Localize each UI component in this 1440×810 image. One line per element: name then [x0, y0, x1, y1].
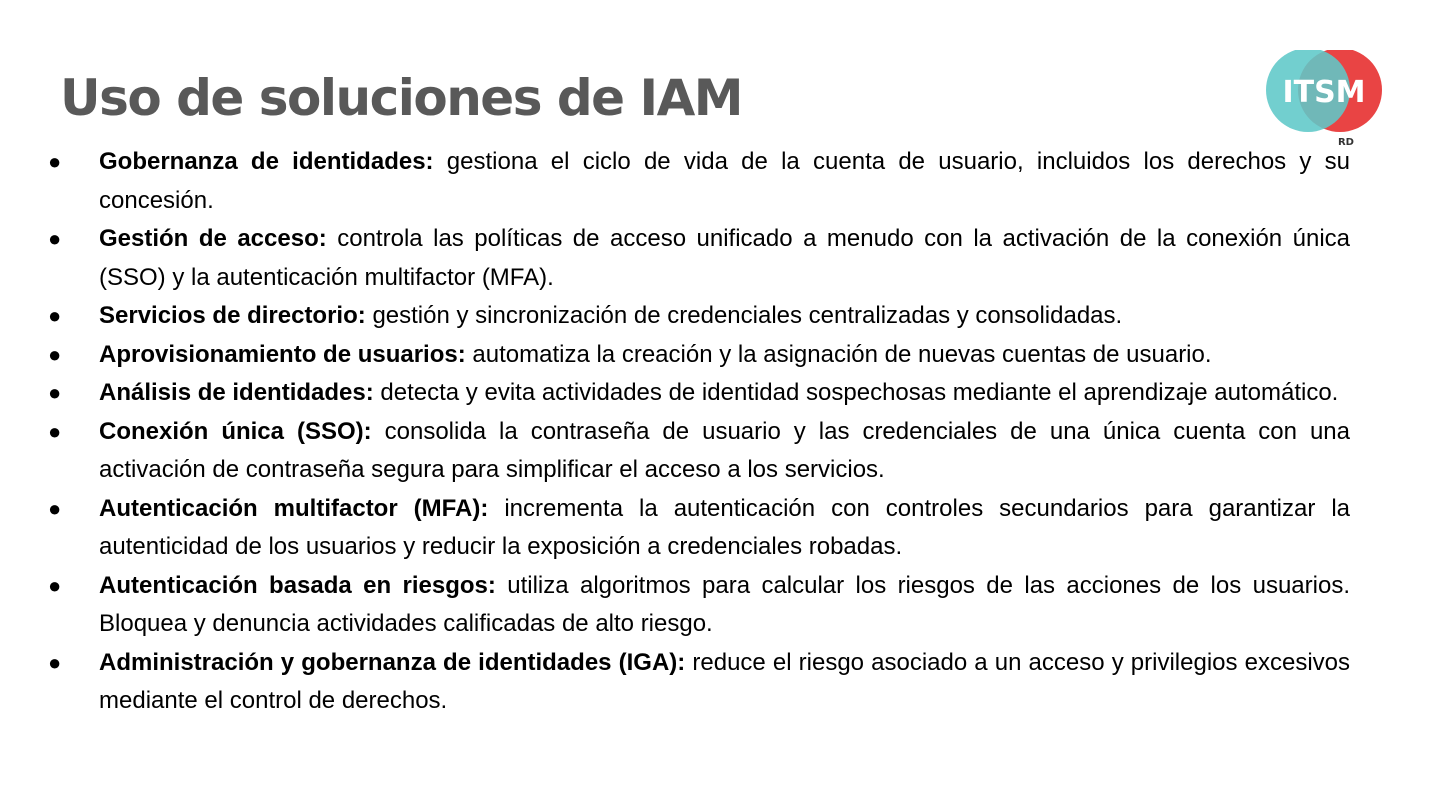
- list-item-text: consolida la contraseña de usuario y las credenciales de una única cuenta con una activación de contraseña segura para simplificar el acceso a los servicios.: [99, 417, 1350, 483]
- logo-text: ITSM: [1282, 75, 1366, 110]
- logo-subtext: RD: [1337, 137, 1355, 148]
- list-item: [48, 297, 1350, 336]
- list-item: [48, 567, 1350, 644]
- bullet-dot-icon: ●: [48, 341, 62, 367]
- list-item-text: automatiza la creación y la asignación de nuevas cuentas de usuario.: [472, 340, 1212, 368]
- list-item-term: Administración y gobernanza de identidades (IGA):: [99, 648, 686, 676]
- list-item: [48, 143, 1350, 220]
- list-item-text: gestión y sincronización de credenciales centralizadas y consolidadas.: [372, 302, 1123, 329]
- bullet-dot-icon: ●: [48, 380, 62, 405]
- list-item-term: Servicios de directorio:: [99, 302, 366, 329]
- list-item-term: Conexión única (SSO):: [99, 417, 372, 445]
- iam-solutions-list: [48, 143, 1350, 721]
- list-item: [48, 374, 1350, 413]
- bullet-dot-icon: ●: [48, 572, 62, 598]
- list-item-text: reduce el riesgo asociado a un acceso y privilegios excesivos mediante el control de derechos.: [99, 648, 1350, 714]
- list-item: [48, 220, 1350, 297]
- list-item-term: Aprovisionamiento de usuarios:: [99, 340, 466, 368]
- bullet-dot-icon: ●: [48, 495, 62, 521]
- list-item: [48, 413, 1350, 490]
- page-title: Uso de soluciones de IAM: [60, 69, 743, 127]
- bullet-dot-icon: ●: [48, 149, 62, 174]
- list-item-term: Gobernanza de identidades:: [99, 148, 434, 175]
- list-item-text: incrementa la autenticación con controles secundarios para garantizar la autenticidad de los usuarios y reducir la exposición a credenciales robadas.: [99, 494, 1350, 560]
- list-item-term: Autenticación basada en riesgos:: [99, 571, 496, 599]
- bullet-dot-icon: ●: [48, 649, 62, 675]
- list-item-term: Autenticación multifactor (MFA):: [99, 494, 489, 522]
- list-item: [48, 490, 1350, 567]
- list-item-text: gestiona el ciclo de vida de la cuenta de usuario, incluidos los derechos y su concesión.: [99, 148, 1350, 214]
- list-item: [48, 644, 1350, 721]
- list-item-text: controla las políticas de acceso unificado a menudo con la activación de la conexión única (SSO) y la autenticación multifactor (MFA).: [99, 225, 1351, 291]
- bullet-dot-icon: ●: [48, 418, 62, 444]
- list-item-text: detecta y evita actividades de identidad sospechosas mediante el aprendizaje automático.: [380, 379, 1339, 406]
- list-item-term: Gestión de acceso:: [99, 225, 327, 252]
- list-item-term: Análisis de identidades:: [99, 379, 374, 406]
- bullet-dot-icon: ●: [48, 303, 62, 328]
- list-item: [48, 336, 1350, 375]
- bullet-dot-icon: ●: [48, 226, 62, 251]
- itsm-logo: [1262, 50, 1386, 150]
- list-item-text: utiliza algoritmos para calcular los riesgos de las acciones de los usuarios. Bloquea y denuncia actividades calificadas de alto riesgo.: [99, 571, 1350, 637]
